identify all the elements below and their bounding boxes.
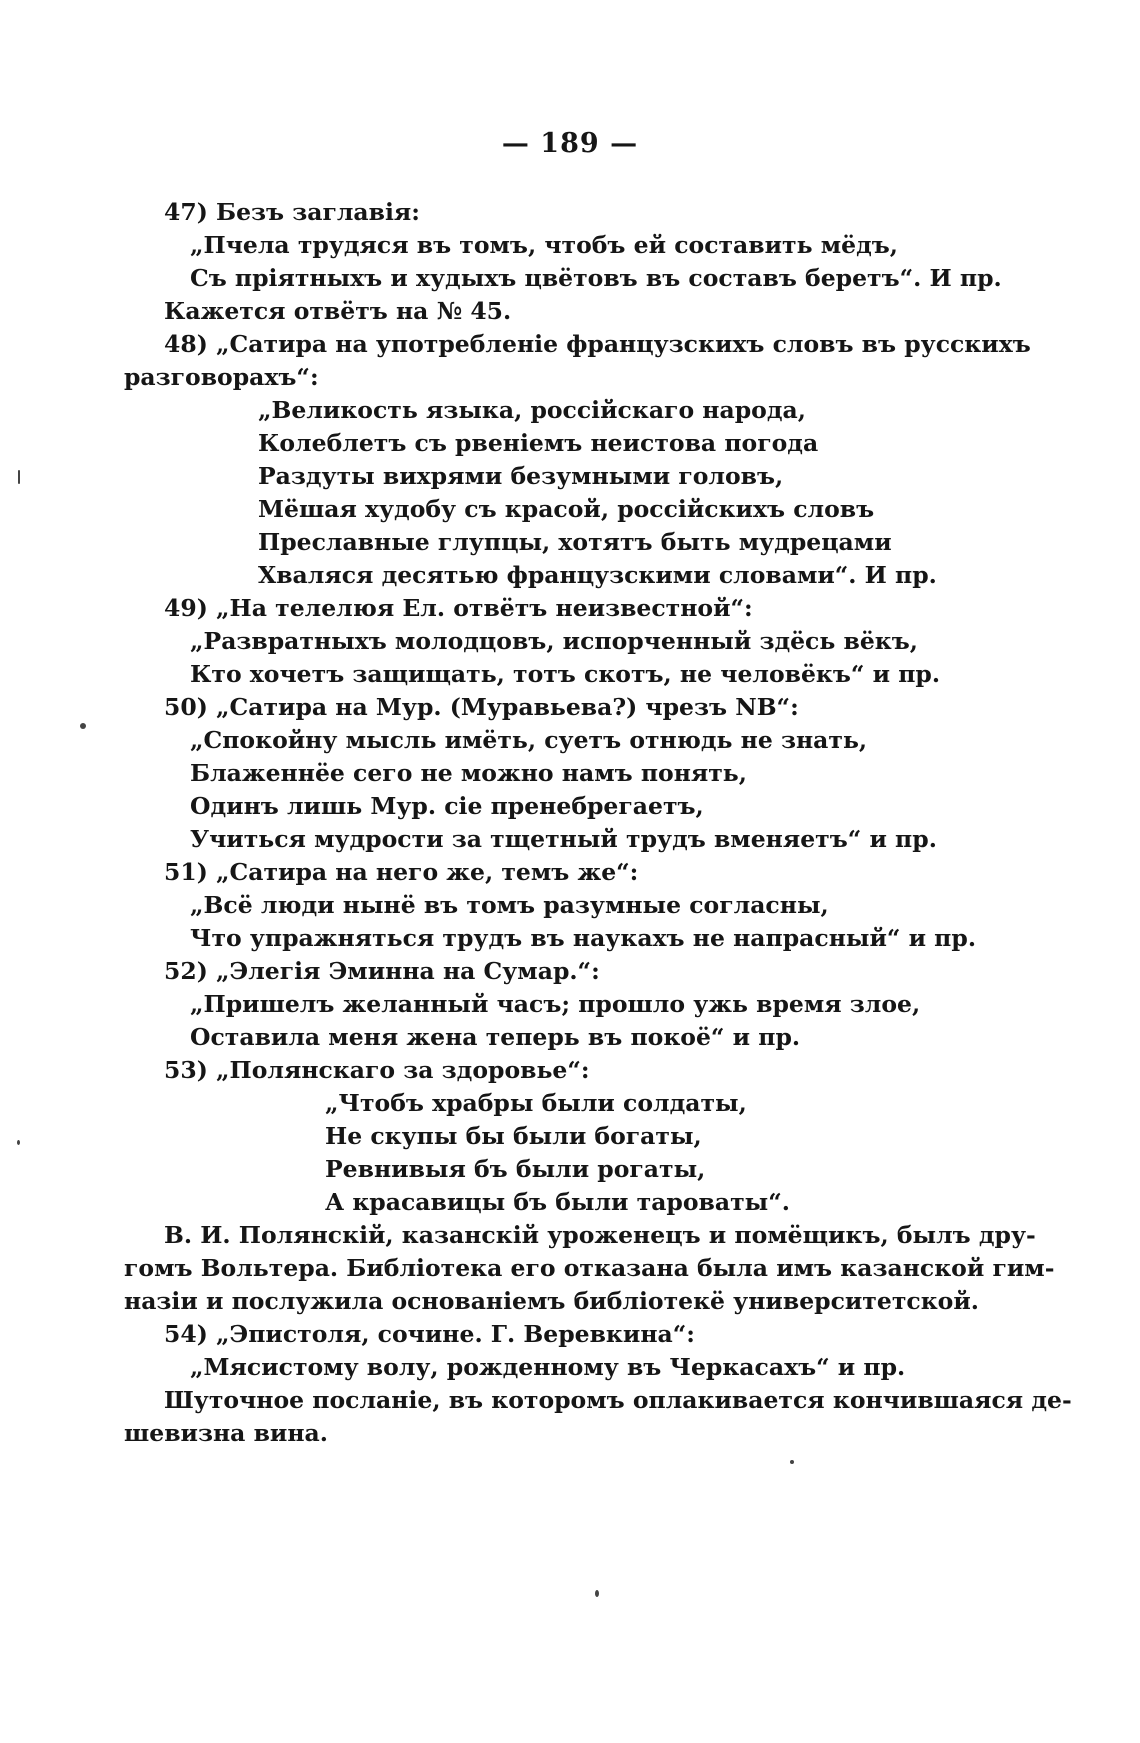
verse-line: „Великость языка, россійскаго народа, <box>258 396 806 424</box>
print-speck <box>790 1460 794 1464</box>
paragraph-line: гомъ Вольтера. Библіотека его отказана была имъ казанской гим- <box>124 1254 1055 1282</box>
verse-line: „Пришелъ желанный часъ; прошло ужь время злое, <box>190 990 921 1018</box>
print-speck <box>18 470 20 484</box>
verse-line: „Чтобъ храбры были солдаты, <box>325 1089 747 1117</box>
entry-48-heading: 48) „Сатира на употребленіе французскихъ словъ въ русскихъ <box>164 330 1031 358</box>
verse-line: Съ пріятныхъ и худыхъ цвётовъ въ составъ беретъ“. И пр. <box>190 264 1002 292</box>
verse-line: „Пчела трудяся въ томъ, чтобъ ей составить мёдъ, <box>190 231 898 259</box>
paragraph-line: В. И. Полянскій, казанскій уроженецъ и помёщикъ, былъ дру- <box>164 1221 1036 1249</box>
verse-line: Преславные глупцы, хотятъ быть мудрецами <box>258 528 892 556</box>
entry-51-heading: 51) „Сатира на него же, темъ же“: <box>164 858 639 886</box>
verse-line: Что упражняться трудъ въ наукахъ не напрасный“ и пр. <box>190 924 976 952</box>
verse-line: „Мясистому волу, рожденному въ Черкасахъ“ и пр. <box>190 1353 906 1381</box>
paragraph-line: Шуточное посланіе, въ которомъ оплакивается кончившаяся де- <box>164 1386 1072 1414</box>
verse-line: Оставила меня жена теперь въ покоё“ и пр. <box>190 1023 801 1051</box>
verse-line: Блаженнёе сего не можно намъ понять, <box>190 759 747 787</box>
page-number: — 189 — <box>501 128 639 159</box>
verse-line: „Всё люди нынё въ томъ разумные согласны, <box>190 891 829 919</box>
verse-line: Одинъ лишь Мур. сіе пренебрегаетъ, <box>190 792 704 820</box>
entry-47-heading: 47) Безъ заглавія: <box>164 198 420 226</box>
verse-line: „Развратныхъ молодцовъ, испорченный здёсь вёкъ, <box>190 627 918 655</box>
entry-52-heading: 52) „Элегія Эминна на Сумар.“: <box>164 957 600 985</box>
paragraph-line: назіи и послужила основаніемъ библіотекё университетской. <box>124 1287 979 1315</box>
verse-line: Раздуты вихрями безумными головъ, <box>258 462 784 490</box>
paragraph-line: шевизна вина. <box>124 1419 328 1447</box>
verse-line: „Спокойну мысль имёть, суетъ отнюдь не знать, <box>190 726 868 754</box>
page-text <box>0 196 1140 1450</box>
entry-49-heading: 49) „На телелюя Ел. отвётъ неизвестной“: <box>164 594 753 622</box>
entry-50-heading: 50) „Сатира на Мур. (Муравьева?) чрезъ NB“: <box>164 693 799 721</box>
verse-line: Не скупы бы были богаты, <box>325 1122 702 1150</box>
entry-53-heading: 53) „Полянскаго за здоровье“: <box>164 1056 590 1084</box>
print-speck <box>595 1590 599 1597</box>
verse-line: Колеблетъ съ рвеніемъ неистова погода <box>258 429 819 457</box>
entry-54-heading: 54) „Эпистоля, сочине. Г. Веревкина“: <box>164 1320 695 1348</box>
print-speck <box>80 723 86 729</box>
entry-48-heading-cont: разговорахъ“: <box>124 363 319 391</box>
verse-line: Учиться мудрости за тщетный трудъ вменяетъ“ и пр. <box>190 825 937 853</box>
verse-line: Ревнивыя бъ были рогаты, <box>325 1155 706 1183</box>
print-speck <box>17 1140 20 1145</box>
verse-line: А красавицы бъ были тароваты“. <box>325 1188 790 1216</box>
verse-line: Кто хочетъ защищать, тотъ скотъ, не человёкъ“ и пр. <box>190 660 941 688</box>
verse-line: Хваляся десятью французскими словами“. И пр. <box>258 561 937 589</box>
note-line: Кажется отвётъ на № 45. <box>164 297 512 325</box>
verse-line: Мёшая худобу съ красой, россійскихъ словъ <box>258 495 875 523</box>
